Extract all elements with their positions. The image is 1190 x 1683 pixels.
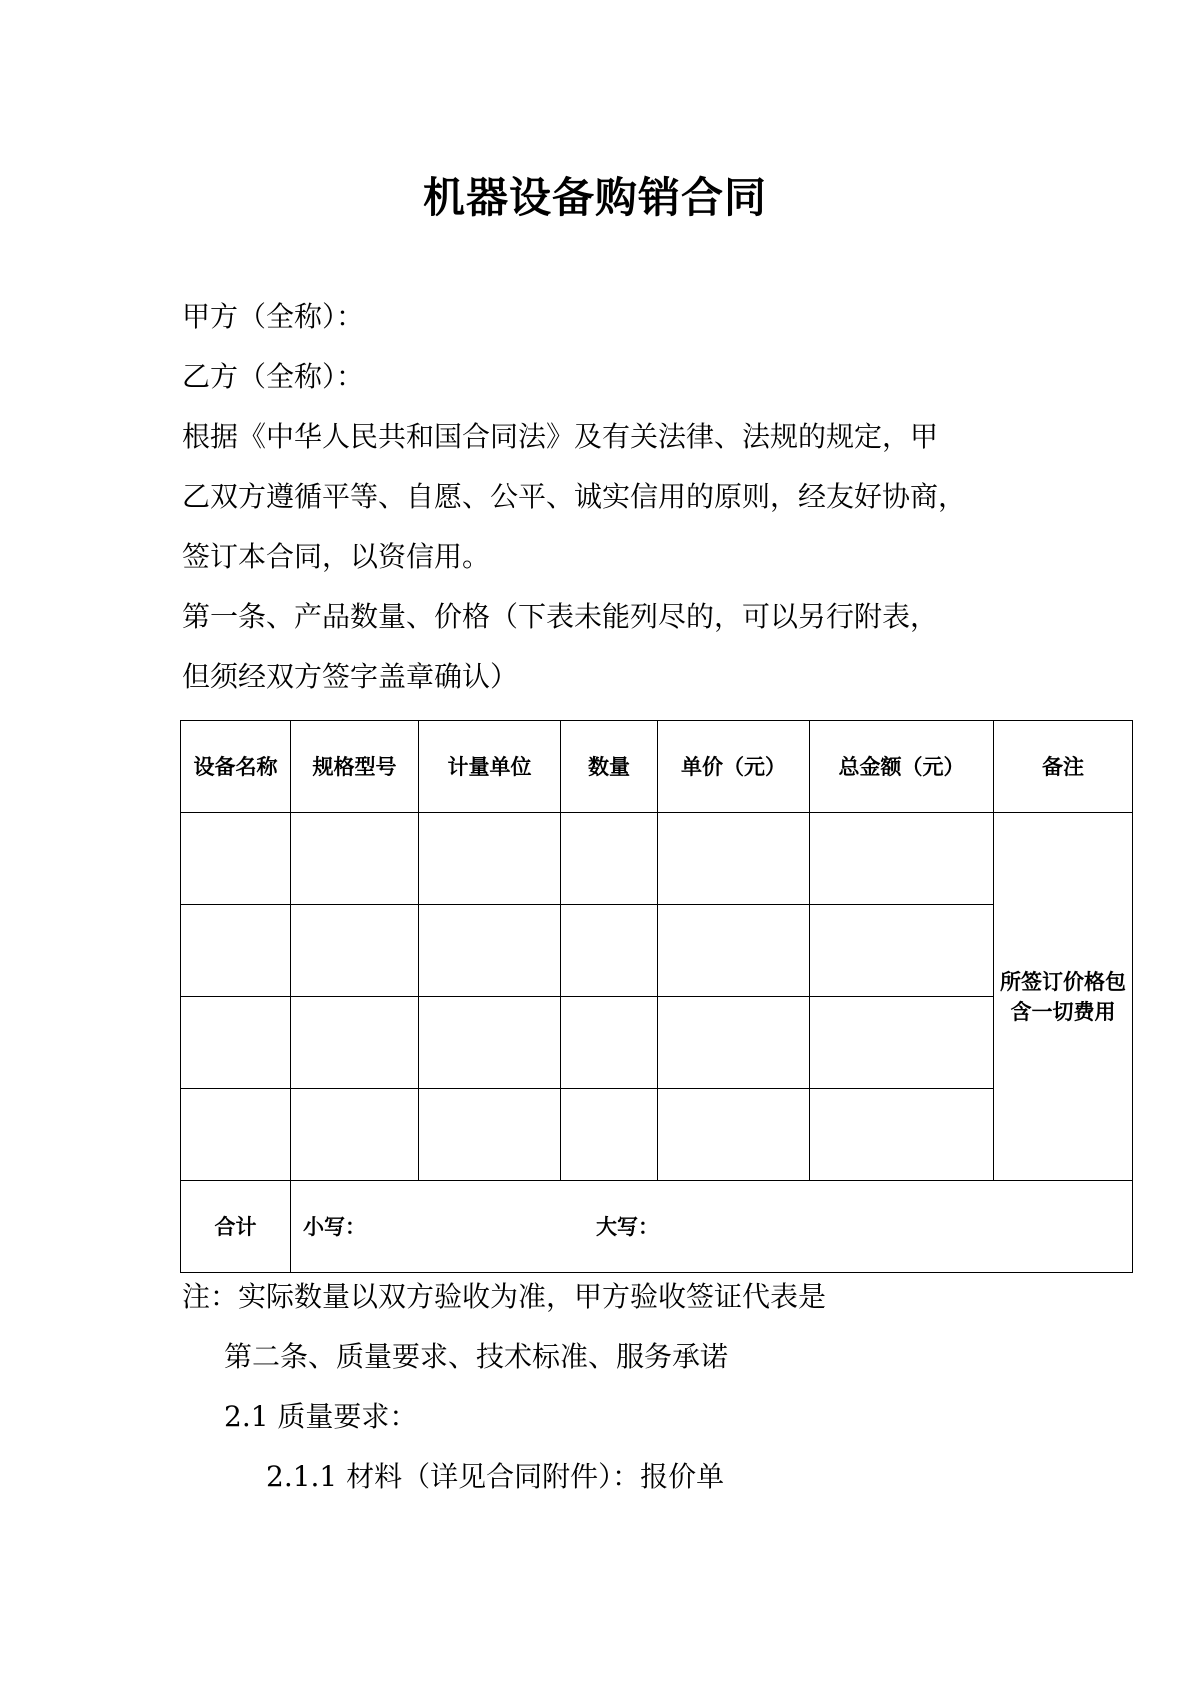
document-title: 机器设备购销合同: [422, 173, 767, 222]
table-cell[interactable]: [561, 1089, 658, 1181]
section-2-1-heading: 2.1 质量要求：: [224, 1400, 418, 1433]
table-cell[interactable]: [419, 905, 561, 997]
party-a-line: 甲方（全称）：: [182, 300, 365, 333]
table-row: [181, 905, 1133, 997]
table-cell[interactable]: [181, 997, 291, 1089]
intro-line-2: 乙双方遵循平等、自愿、公平、诚实信用的原则，经友好协商，: [182, 480, 967, 513]
section-2-1-1-line: 2.1.1 材料（详见合同附件）：报价单: [266, 1460, 725, 1493]
remark-cell: 所签订价格包含一切费用: [994, 813, 1133, 1181]
article-1-line-1: 第一条、产品数量、价格（下表未能列尽的，可以另行附表，: [182, 600, 939, 633]
table-cell[interactable]: [561, 905, 658, 997]
total-amount-cell[interactable]: [291, 1181, 1133, 1273]
note-line: 注：实际数量以双方验收为准，甲方验收签证代表是: [182, 1280, 827, 1313]
table-row: [181, 813, 1133, 905]
table-row: [181, 1089, 1133, 1181]
uppercase-amount-label: 大写：: [596, 1214, 659, 1239]
header-cell: 设备名称: [181, 721, 291, 813]
table-cell[interactable]: [419, 997, 561, 1089]
table-cell[interactable]: [658, 905, 810, 997]
header-cell: 总金额（元）: [810, 721, 994, 813]
table-cell[interactable]: [658, 813, 810, 905]
header-cell: 单价（元）: [658, 721, 810, 813]
article-1-line-2: 但须经双方签字盖章确认）: [182, 660, 519, 693]
intro-line-3: 签订本合同，以资信用。: [182, 540, 491, 573]
table-cell[interactable]: [561, 813, 658, 905]
table-cell[interactable]: [291, 813, 419, 905]
table-cell[interactable]: [658, 1089, 810, 1181]
table-cell[interactable]: [291, 997, 419, 1089]
goods-table: [180, 720, 1133, 1273]
table-cell[interactable]: [658, 997, 810, 1089]
total-label: 合计: [181, 1181, 291, 1273]
table-cell[interactable]: [181, 1089, 291, 1181]
table-cell[interactable]: [810, 1089, 994, 1181]
party-b-line: 乙方（全称）：: [182, 360, 365, 393]
header-cell: 规格型号: [291, 721, 419, 813]
table-cell[interactable]: [291, 1089, 419, 1181]
intro-line-1: 根据《中华人民共和国合同法》及有关法律、法规的规定，甲: [182, 420, 939, 453]
table-header-row: [181, 721, 1133, 813]
table-row: [181, 997, 1133, 1089]
table-cell[interactable]: [291, 905, 419, 997]
table-cell[interactable]: [181, 813, 291, 905]
table-cell[interactable]: [810, 813, 994, 905]
total-row: [181, 1181, 1133, 1273]
header-cell: 数量: [561, 721, 658, 813]
header-cell: 计量单位: [419, 721, 561, 813]
table-cell[interactable]: [181, 905, 291, 997]
table-cell[interactable]: [810, 997, 994, 1089]
table-cell[interactable]: [561, 997, 658, 1089]
header-cell: 备注: [994, 721, 1133, 813]
table-cell[interactable]: [419, 813, 561, 905]
lowercase-amount-label: 小写：: [303, 1214, 366, 1239]
article-2-heading: 第二条、质量要求、技术标准、服务承诺: [224, 1340, 729, 1373]
table-cell[interactable]: [419, 1089, 561, 1181]
table-cell[interactable]: [810, 905, 994, 997]
